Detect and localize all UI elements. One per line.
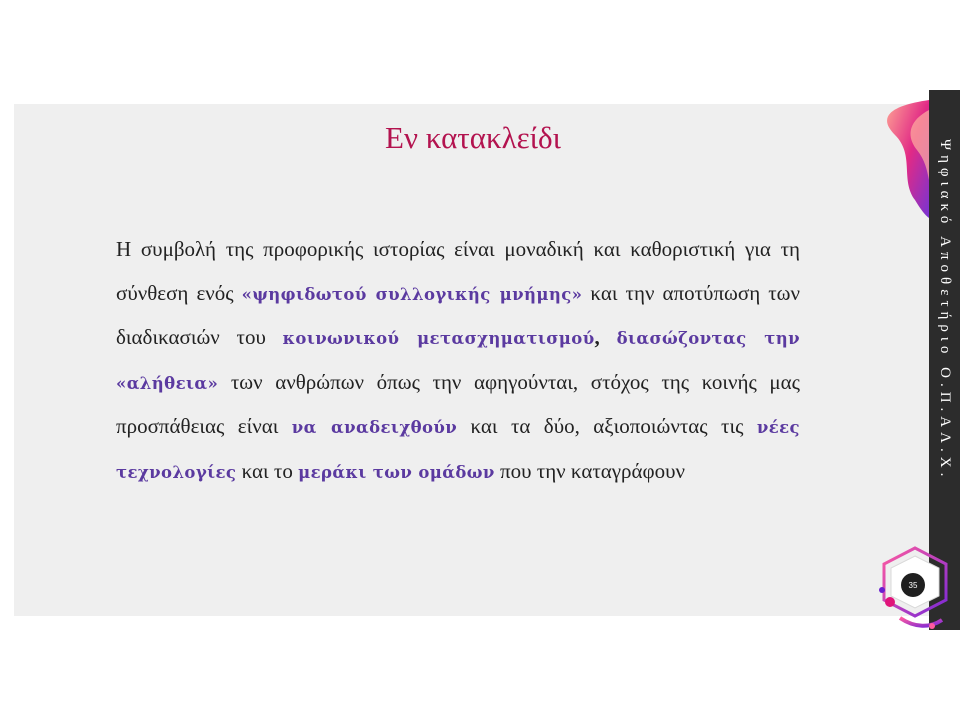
- text-segment: και τα δύο, αξιοποιώντας τις: [457, 414, 757, 438]
- text-segment: των ανθρώπων όπως την αφηγούνται, στόχος της κοινής μας προσπάθειας είναι: [116, 369, 800, 438]
- text-segment: Η συμβολή της προφορικής ιστορίας είναι μοναδική και καθοριστική για τη σύνθεση ενός: [116, 237, 800, 305]
- highlighted-phrase: «ψηφιδωτού συλλογικής μνήμης»: [241, 284, 583, 304]
- decorative-swirl-top: [855, 100, 929, 220]
- text-segment: και το: [236, 458, 299, 483]
- text-segment: ,: [594, 325, 617, 349]
- slide-title: Εν κατακλείδι: [385, 120, 561, 155]
- highlighted-phrase: νέες τεχνολογίες: [116, 418, 800, 482]
- side-label: Ψηφιακό Αποθετήριο Ο.Π.ΑΛ.Χ.: [937, 138, 953, 482]
- highlighted-phrase: διασώζοντας την «αλήθεια»: [116, 329, 800, 393]
- highlighted-phrase: κοινωνικού μετασχηματισμού: [282, 329, 595, 348]
- highlighted-phrase: μεράκι των ομάδων: [298, 462, 495, 482]
- page-number: 35: [901, 573, 925, 597]
- side-label-container: [929, 90, 960, 530]
- body-paragraph: [116, 228, 800, 494]
- text-segment: και την αποτύπωση των διαδικασιών του: [116, 280, 800, 349]
- highlighted-phrase: να αναδειχθούν: [291, 418, 458, 437]
- text-segment: που την καταγράφουν: [494, 458, 686, 483]
